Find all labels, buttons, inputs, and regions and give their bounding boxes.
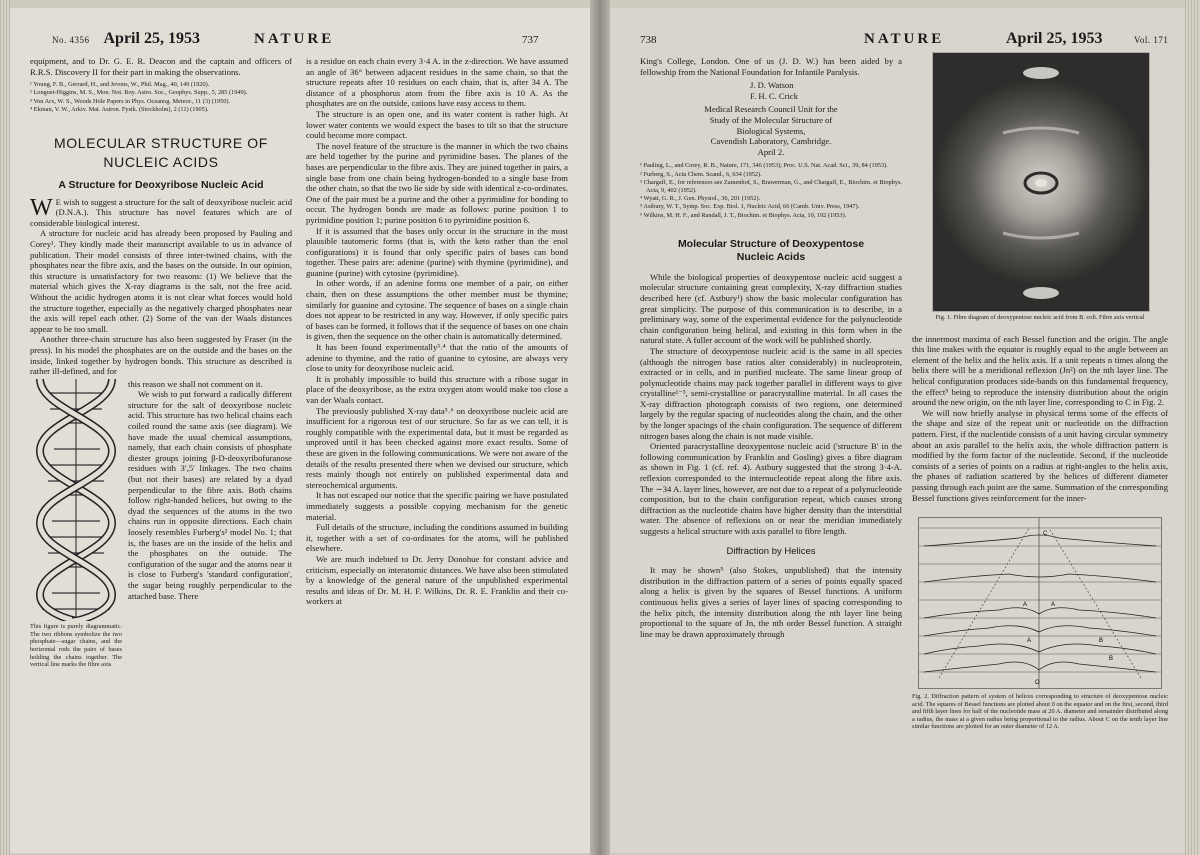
paragraph: In other words, if an adenine forms one member of a pair, on either chain, then on these assumptions the other member must be thymine; similarly for guanine and cytosine. The sequence of bases on a single chain does not appear to be restricted in any way. However, if only specific pairs of bases can be formed, it follows that if the sequence of bases on one chain is given, then the sequence on the other chain is automatically determined. [306,278,568,342]
journal-masthead: NATURE [254,31,335,47]
left-page [10,8,590,853]
affiliation-line: April 2. [757,146,785,157]
label-a: A [1051,602,1056,609]
volume-number: Vol. 171 [1134,35,1169,45]
drop-cap: W [30,194,53,221]
references-previous [30,81,292,114]
reference: ³ Von Arx, W. S., Woods Hole Papers in Phys. Oceanog. Meteor., 11 (3) (1950). [30,97,231,105]
paragraph: While the biological properties of deoxypentose nucleic acid suggest a molecular structure containing great complexity, X-ray diffraction studies described here (cf. Astbury¹) show the basic molecular configuration has great simplicity. The purpose of this communication is to describe, in a preliminary way, some of the experimental evidence for the polynucleotide chain configuration being helical, and existing in this form when in the natural state. A fuller account of the work will be published shortly. [640,271,902,346]
article-title [30,134,292,172]
paragraph: It has not escaped our notice that the specific pairing we have postulated immediately suggests a possible copying mechanism for the genetic material. [306,490,568,522]
title-line-1: MOLECULAR STRUCTURE OF [54,135,268,151]
paragraph: It has been found experimentally³˒⁴ that the ratio of the amounts of adenine to thymine, and the ratio of guanine to cytosine, are always very close to unity for deoxyribose nucleic acid. [306,342,568,374]
left-column-1 [30,56,292,846]
paragraph: We are much indebted to Dr. Jerry Donohue for constant advice and criticism, especially on interatomic distances. We have also been stimulated by a knowledge of the general nature of the unpublished experimental results and ideas of Dr. M. H. F. Wilkins, Dr. R. E. Franklin and their co-workers at [306,553,568,607]
title-line-2: NUCLEIC ACIDS [103,154,219,170]
paragraph: It may be shown⁵ (also Stokes, unpublished) that the intensity distribution in the diffraction pattern of a series of points equally spaced along a helix is given by the squares of Bessel functions. A uniform continuous helix gives a series of layer lines of spacing corresponding to the helix pitch, the intensity distribution along the nth layer line being proportional to the square of Jn, the nth order Bessel function. A straight line may be drawn approximately through [640,565,902,639]
helix-figure [30,379,122,669]
affiliation-line: Cavendish Laboratory, Cambridge. [710,136,832,147]
affiliation [640,104,902,157]
label-b: B [1099,638,1104,645]
paragraph: King's College, London. One of us (J. D. W.) has been aided by a fellowship from the National Foundation for Infantile Paralysis. [640,56,902,77]
reference: ⁴ Wyatt, G. R., J. Gen. Physiol., 36, 201 (1952). [640,195,761,203]
affiliation-line: Medical Research Council Unit for the [704,104,838,115]
references [640,162,902,219]
paragraph: If it is assumed that the bases only occur in the structure in the most plausible tautomeric forms (that is, with the keto rather than the enol configurations) it is found that only specific pairs of bases can bond together. These pairs are: adenine (purine) with thymine (pyrimidine), and guanine (purine) with cytosine (pyrimidine). [306,225,568,278]
signature-block [750,80,902,101]
label-a: A [1023,602,1028,609]
paragraph: this reason we shall not comment on it. [128,378,263,389]
header-date: April 25, 1953 [1006,30,1103,47]
article-subtitle: A Structure for Deoxyribose Nucleic Acid [58,179,264,191]
figure-block [30,378,292,669]
first-paragraph: E wish to suggest a structure for the salt of deoxyribose nucleic acid (D.N.A.). This structure has novel features which are of considerable biological interest. [30,196,292,228]
issue-number: No. 4356 [52,35,90,45]
paragraph [30,194,292,229]
paragraph: The structure is an open one, and its water content is rather high. At lower water contents we would expect the bases to tilt so that the structure could become more compact. [306,108,568,141]
fig1-caption: Fig. 1. Fibre diagram of deoxypentose nucleic acid from B. coli. Fibre axis vertical [935,314,1145,321]
helix-figure-caption: This figure is purely diagrammatic. The two ribbons symbolize the two phosphate—sugar chains, and the horizontal rods the pairs of bases holding the chains together. The vertical line marks the fibre axis [30,623,122,669]
fibre-diagram-photo [932,52,1150,312]
reference: ³ Chargaff, E., for references see Zamenhof, S., Brawerman, G., and Chargaff, E., Biochim. et Biophys. Acta, 9, 402 (1952). [640,178,902,194]
author-watson: J. D. Watson [750,80,794,91]
paragraph: The structure of deoxypentose nucleic acid is the same in all species (although the nitrogen base ratios alter considerably) in nucleoprotein, extracted or in cells, and in purified nucleate. The same linear group of polynucleotide chains may pack together parallel in different ways to give crystalline¹⁻³, semi-crystalline or paracrystalline material. In all cases the X-ray diffraction photograph consists of two regions, one determined largely by the regular spacing of nucleotides along the chain, and the other by the longer spacings of the chain configuration. The sequence of different nitrogen bases along the chain is not made visible. [640,345,902,441]
paragraph: The previously published X-ray data⁵˒⁶ on deoxyribose nucleic acid are insufficient for a rigorous test of our structure. So far as we can tell, it is roughly compatible with the experimental data, but it must be regarded as unproved until it has been checked against more exact results. Some of these are given in the following communications. We were not aware of the details of the results presented there when we devised our structure, which rests mainly though not entirely on published experimental data and stereochemical arguments. [306,405,568,490]
label-c: C [1043,531,1048,538]
reference: ⁴ Ekman, V. W., Arkiv. Mat. Astron. Fysik. (Stockholm), 2 (11) (1905). [30,105,209,113]
header-date: April 25, 1953 [103,30,200,47]
page-number: 737 [522,34,539,46]
diffraction-diagram [919,518,1161,688]
author-crick: F. H. C. Crick [750,90,799,101]
paragraph: Another three-chain structure has also been suggested by Fraser (in the press). In his model the phosphates are on the outside and the bases on the inside, linked together by hydrogen bonds. This structure as described is rather ill-defined, and for [30,334,292,377]
title-line-1: Molecular Structure of Deoxypentose [677,237,865,250]
journal-masthead: NATURE [864,31,945,47]
paragraph: We will now briefly analyse in physical terms some of the effects of the shape and size of the repeat unit or nucleotide on the diffraction pattern. First, if the nucleotide consists of a unit having circular symmetry about an axis parallel to the helix axis, the whole diffraction pattern is modified by the form factor of the nucleotide. Second, if the nucleotide consists of a series of points on a radius at right-angles to the helix axis, the phases of radiation scattered by the helices of different diameter passing through each point are the same. Summation of the corresponding Bessel functions gives reinforcement for the inner- [912,407,1168,503]
article-title [640,238,902,264]
reference: ² Furberg, S., Acta Chem. Scand., 6, 634 (1952). [640,170,762,178]
right-page [610,8,1185,853]
paragraph: is a residue on each chain every 3·4 A. in the z-direction. We have assumed an angle of 36° between adjacent residues in the same chain, so that the structure repeats after 10 residues on each chain, that is, after 34 A. The distance of a phosphorus atom from the fibre axis is 10 A. As the phosphates are on the outside, cations have easy access to them. [306,56,568,109]
fig2-container [918,517,1162,689]
fig2-caption: Fig. 2. Diffraction pattern of system of helices corresponding to structure of deoxypentose nucleic acid. The squares of Bessel functions are plotted about 0 on the equator and on the first, second, third and fifth layer lines for half of the nucleotide mass at 20 A. diameter and remainder distributed along a radius, the mass at a given radius being proportional to the radius. About C on the tenth layer line similar functions are plotted for an outer diameter of 12 A. [912,693,1168,731]
reference: ⁵ Astbury, W. T., Symp. Soc. Exp. Biol. 1, Nucleic Acid, 66 (Camb. Univ. Press, 1947). [640,203,860,211]
paragraph: the innermost maxima of each Bessel function and the origin. The angle this line makes with the equator is roughly equal to the angle between an element of the helix and the helix axis. If a unit repeats n times along the helix there will be a meridional reflexion (Jn²) on the nth layer line. The helical configuration produces side-bands on this fundamental frequency, the effect⁵ being to reproduce the intensity distribution about the origin around the new origin, on the nth layer line, corresponding to C in Fig. 2. [912,333,1168,408]
left-header [52,30,552,48]
paragraph: It is probably impossible to build this structure with a ribose sugar in place of the deoxyribose, as the extra oxygen atom would make too close a van der Waals contact. [306,373,568,405]
affiliation-line: Study of the Molecular Structure of [709,114,833,125]
label-b: B [1109,656,1114,663]
double-helix-diagram [30,379,122,621]
paragraph: Oriented paracrystalline deoxypentose nucleic acid ('structure B' in the following communication by Franklin and Gosling) gives a fibre diagram as shown in Fig. 1 (cf. ref. 4). Astbury suggested that the strong 3·4-A. reflexion corresponded to the internucleotide repeat along the fibre axis. The ∼34 A. layer lines, however, are not due to a repeat of a polynucleotide composition, but to the chain configuration repeat, which causes strong diffraction as the nucleotide chains have higher density than the interstitial water. The absence of reflexions on or near the meridian immediately suggests a helical structure with axis parallel to fibre length. [640,441,902,537]
right-column-1 [640,56,902,846]
left-column-2 [306,56,568,846]
right-column-2 [912,314,1168,853]
label-o: O [1035,680,1040,687]
affiliation-line: Biological Systems, [736,125,806,136]
paragraph: A structure for nucleic acid has already been proposed by Pauling and Corey¹. They kindly made their manuscript available to us in advance of publication. Their model consists of three inter-twined chains, with the phosphates near the fibre axis, and the bases on the outside. In our opinion, this structure is unsatisfactory for two reasons: (1) We believe that the material which gives the X-ray diagrams is the salt, not the free acid. Without the acidic hydrogen atoms it is not clear what forces would hold the structure together, especially as the negatively charged phosphates near the axis will repel each other. (2) Some of the van der Waals distances appear to be too small. [30,228,292,334]
reference: ⁶ Wilkins, M. H. F., and Randall, J. T., Biochim. et Biophys. Acta, 10, 192 (1953). [640,211,847,219]
reference: ¹ Young, F. B., Gerrard, H., and Jevons, W., Phil. Mag., 40, 149 (1920). [30,81,210,89]
intro-text: equipment, and to Dr. G. E. R. Deacon and the captain and officers of R.R.S. Discovery II for their part in making the observations. [30,56,292,77]
left-book-edge [0,0,10,855]
title-line-2: Nucleic Acids [736,250,806,263]
section-heading: Diffraction by Helices [726,545,816,557]
book-gutter [590,0,610,855]
reference: ¹ Pauling, L., and Corey, R. B., Nature, 171, 346 (1953); Proc. U.S. Nat. Acad. Sci., 39, 84 (1953). [640,162,888,170]
page-number: 738 [640,34,657,46]
reference: ² Longuet-Higgins, M. S., Mon. Not. Roy. Astro. Soc., Geophys. Supp., 5, 285 (1949). [30,89,248,97]
right-book-edge [1185,0,1200,855]
paragraph: Full details of the structure, including the conditions assumed in building it, together with a set of co-ordinates for the atoms, will be published elsewhere. [306,522,568,554]
xray-pattern [933,53,1149,311]
paragraph: The novel feature of the structure is the manner in which the two chains are held together by the purine and pyrimidine bases. The planes of the bases are perpendicular to the fibre axis. They are joined together in pairs, a single base from one chain being hydrogen-bonded to a single base from the other chain, so that the two lie side by side with identical z-co-ordinates. One of the pair must be a purine and the other a pyrimidine for bonding to occur. The hydrogen bonds are made as follows: purine position 1 to pyrimidine position 1; purine position 6 to pyrimidine position 6. [306,140,568,225]
label-a: A [1027,638,1032,645]
paragraph: We wish to put forward a radically different structure for the salt of deoxyribose nucleic acid. This structure has two helical chains each coiled round the same axis (see diagram). We have made the usual chemical assumptions, namely, that each chain consists of phosphate diester groups joining β-D-deoxyribofuranose residues with 3′,5′ linkages. The two chains (but not their bases) are related by a dyad perpendicular to the fibre axis. Both chains follow right-handed helices, but owing to the dyad the sequences of the atoms in the two chains run in opposite directions. Each chain loosely resembles Furberg's² model No. 1; that is, the bases are on the inside of the helix and the phosphates on the outside. The configuration of the sugar and the atoms near it is close to Furberg's 'standard configuration', the sugar being roughly perpendicular to the attached base. There [128,389,292,601]
